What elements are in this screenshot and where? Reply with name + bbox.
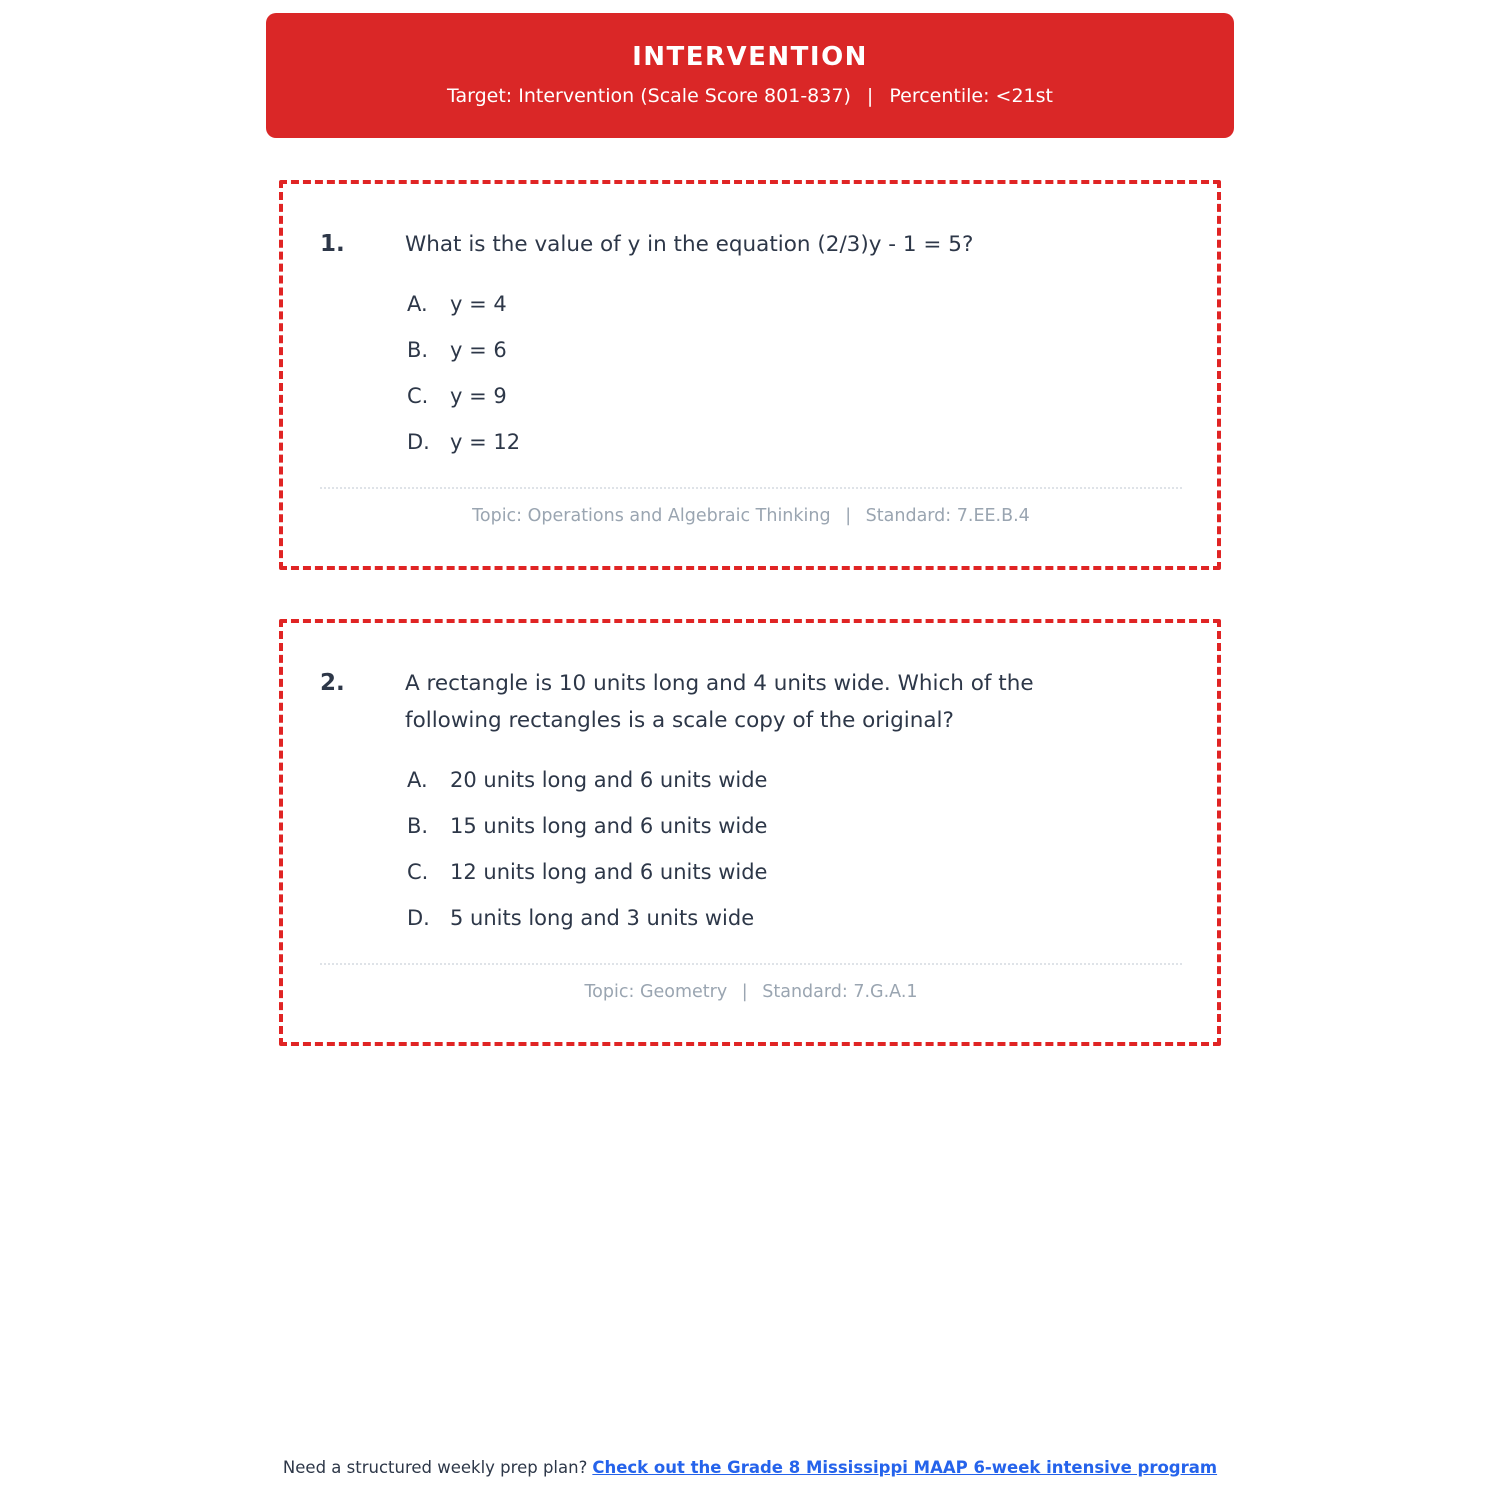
option-row [407, 905, 1182, 931]
question-1-topic-line [320, 506, 1182, 526]
option-row [407, 767, 1182, 793]
question-1-options [407, 291, 1182, 455]
option-row [407, 337, 1182, 363]
option-text: 15 units long and 6 units wide [450, 814, 768, 838]
option-letter: A. [407, 292, 428, 316]
option-letter: D. [407, 430, 430, 454]
question-1-row [320, 226, 1182, 263]
question-1-divider [320, 487, 1182, 489]
banner-percentile-label: Percentile: <21st [889, 85, 1053, 107]
option-letter: D. [407, 906, 430, 930]
option-row [407, 291, 1182, 317]
page-container [266, 0, 1234, 1046]
option-letter: B. [407, 814, 429, 838]
option-letter: B. [407, 338, 429, 362]
question-card-2 [279, 619, 1221, 1046]
option-text: 20 units long and 6 units wide [450, 768, 768, 792]
intervention-banner [266, 13, 1234, 138]
question-2-options [407, 767, 1182, 931]
standard-label: Standard: 7.EE.B.4 [865, 506, 1030, 526]
banner-title: INTERVENTION [632, 42, 868, 72]
question-card-1 [279, 180, 1221, 570]
banner-target-label: Target: Intervention (Scale Score 801-837) [447, 85, 851, 107]
option-letter: A. [407, 768, 428, 792]
option-text: 12 units long and 6 units wide [450, 860, 768, 884]
question-1-text: What is the value of y in the equation (2/3)y - 1 = 5? [405, 232, 974, 257]
question-1-number: 1. [320, 231, 345, 257]
question-2-topic-line [320, 982, 1182, 1002]
option-row [407, 859, 1182, 885]
maap-program-link[interactable]: Check out the Grade 8 Mississippi MAAP 6-week intensive program [592, 1458, 1218, 1477]
option-row [407, 429, 1182, 455]
banner-subtitle [276, 85, 1224, 107]
option-text: 5 units long and 3 units wide [450, 906, 755, 930]
bottom-note [0, 1458, 1500, 1477]
option-letter: C. [407, 860, 429, 884]
topic-separator: | [845, 506, 852, 526]
topic-label: Topic: Operations and Algebraic Thinking [472, 506, 831, 526]
standard-label: Standard: 7.G.A.1 [762, 982, 918, 1002]
option-text: y = 4 [450, 292, 507, 316]
question-2-text: A rectangle is 10 units long and 4 units wide. Which of the following rectangles is a scale copy of the original? [405, 671, 1034, 733]
question-2-number: 2. [320, 670, 345, 696]
option-row [407, 813, 1182, 839]
banner-separator: | [866, 85, 874, 107]
option-row [407, 383, 1182, 409]
topic-label: Topic: Geometry [584, 982, 728, 1002]
option-text: y = 9 [450, 384, 507, 408]
prep-plan-prompt: Need a structured weekly prep plan? [282, 1458, 588, 1477]
question-2-divider [320, 963, 1182, 965]
option-letter: C. [407, 384, 429, 408]
option-text: y = 6 [450, 338, 507, 362]
topic-separator: | [741, 982, 748, 1002]
option-text: y = 12 [450, 430, 521, 454]
question-2-row [320, 665, 1182, 739]
